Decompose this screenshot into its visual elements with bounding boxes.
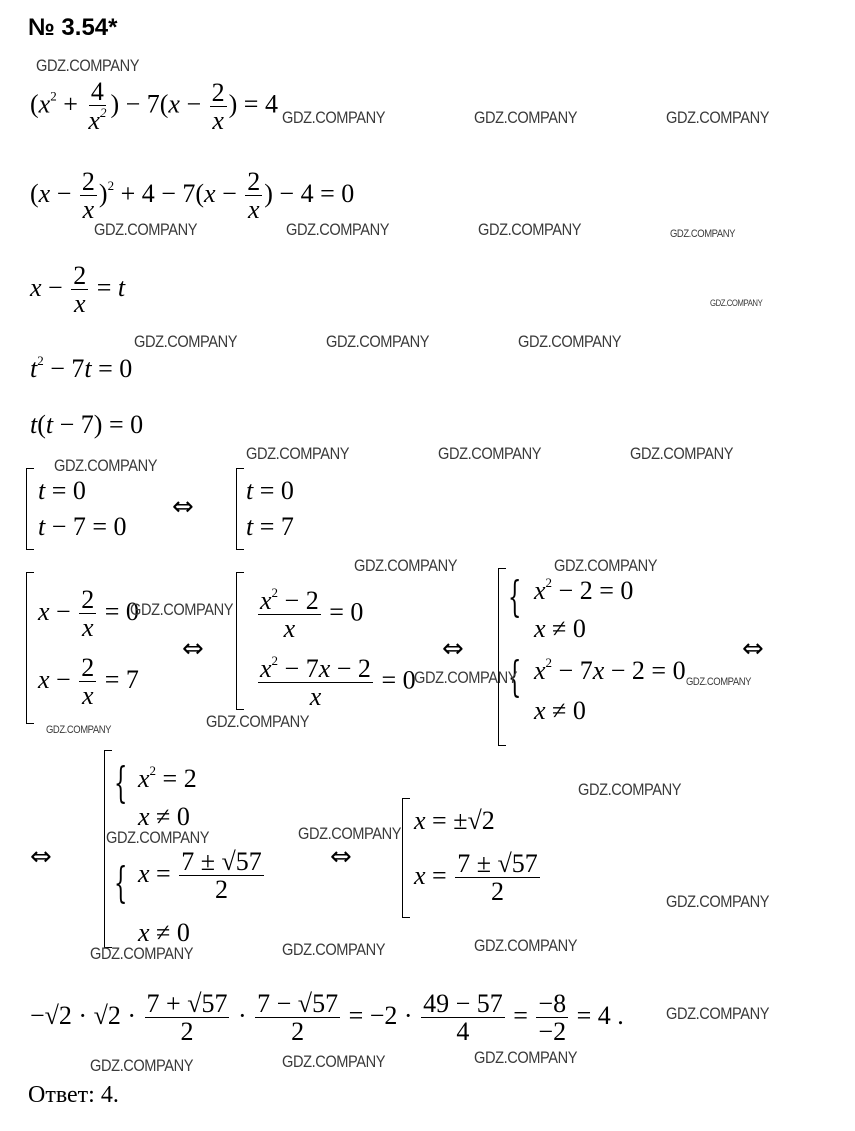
set-item: x − $\frac{2}{x}$ = 0 [38, 585, 139, 643]
system-item: x ≠ 0 [534, 696, 586, 725]
watermark: GDZ.COMPANY [46, 724, 111, 736]
system-brace: { [114, 858, 128, 907]
equivalence-arrow: ⇔ [30, 842, 52, 872]
watermark: GDZ.COMPANY [438, 444, 542, 463]
watermark: GDZ.COMPANY [670, 228, 735, 240]
watermark: GDZ.COMPANY [282, 940, 386, 959]
set-bracket [402, 798, 403, 918]
equation-line-2: (x − $\frac{2}{x}$ )$^2$ + 4 − 7(x − $\frac{2}{x}$ ) − 4 = 0 [30, 167, 355, 225]
set-item: t = 7 [246, 512, 294, 541]
answer-line: Ответ: 4. [28, 1082, 119, 1108]
equation-line-1: ($x^2$ + $\frac{4}{x^2}$ ) − 7(x − $\frac{2}{x}$ ) = 4 [30, 77, 278, 136]
watermark: GDZ.COMPANY [90, 944, 194, 963]
watermark: GDZ.COMPANY [130, 600, 234, 619]
equivalence-arrow: ⇔ [742, 634, 764, 664]
set-item: x − $\frac{2}{x}$ = 7 [38, 653, 139, 711]
watermark: GDZ.COMPANY [666, 892, 770, 911]
set-item: x = $\frac{7 \pm √57}{2}$ [414, 849, 538, 907]
equivalence-arrow: ⇔ [442, 634, 464, 664]
set-item: t = 0 [246, 476, 294, 505]
watermark: GDZ.COMPANY [36, 56, 140, 75]
equation-t-quadratic: $t^2 - 7t = 0$ [30, 353, 133, 383]
set-bracket [236, 572, 237, 710]
watermark: GDZ.COMPANY [106, 828, 210, 847]
watermark: GDZ.COMPANY [326, 332, 430, 351]
watermark: GDZ.COMPANY [134, 332, 238, 351]
equation-t-factored: t(t − 7) = 0 [30, 410, 144, 439]
equivalence-arrow: ⇔ [182, 634, 204, 664]
watermark: GDZ.COMPANY [94, 220, 198, 239]
equivalence-arrow: ⇔ [172, 492, 194, 522]
set-bracket [26, 572, 27, 724]
set-item: x = ±√2 [414, 806, 495, 835]
watermark: GDZ.COMPANY [578, 780, 682, 799]
system-item: $x^2 = 2$ [138, 763, 197, 793]
set-bracket [236, 468, 237, 550]
watermark: GDZ.COMPANY [298, 824, 402, 843]
watermark: GDZ.COMPANY [354, 556, 458, 575]
watermark: GDZ.COMPANY [286, 220, 390, 239]
system-item: x ≠ 0 [138, 918, 190, 947]
system-item: x = $\frac{7 \pm √57}{2}$ [138, 847, 262, 905]
set-item: t − 7 = 0 [38, 512, 127, 541]
watermark: GDZ.COMPANY [414, 668, 518, 687]
watermark: GDZ.COMPANY [474, 936, 578, 955]
watermark: GDZ.COMPANY [666, 108, 770, 127]
watermark: GDZ.COMPANY [282, 108, 386, 127]
watermark: GDZ.COMPANY [282, 1052, 386, 1071]
substitution-line: x − $\frac{2}{x}$ = t [30, 261, 126, 319]
watermark: GDZ.COMPANY [90, 1056, 194, 1075]
watermark: GDZ.COMPANY [474, 108, 578, 127]
watermark: GDZ.COMPANY [554, 556, 658, 575]
set-item: t = 0 [38, 476, 86, 505]
system-brace: { [114, 758, 128, 807]
watermark: GDZ.COMPANY [478, 220, 582, 239]
watermark: GDZ.COMPANY [54, 456, 158, 475]
watermark: GDZ.COMPANY [666, 1004, 770, 1023]
set-item: $\frac{x^2 - 2}{x}$ = 0 [260, 585, 364, 644]
watermark: GDZ.COMPANY [206, 712, 310, 731]
system-item: $x^2 - 2 = 0$ [534, 575, 634, 605]
system-item: x ≠ 0 [534, 614, 586, 643]
system-brace: { [508, 652, 522, 701]
product-line: −√2 · √2 · $\frac{7 + √57}{2}$ · $\frac{7 - √57}{2}$ = −2 · $\frac{49 - 57}{4}$ = $\frac{-8}{-2}$ = 4 . [30, 989, 624, 1047]
watermark: GDZ.COMPANY [246, 444, 350, 463]
system-brace: { [508, 572, 522, 621]
watermark: GDZ.COMPANY [710, 298, 763, 308]
equivalence-arrow: ⇔ [330, 842, 352, 872]
set-bracket [498, 568, 499, 746]
problem-title: № 3.54* [28, 14, 118, 41]
set-bracket [104, 750, 105, 948]
watermark: GDZ.COMPANY [630, 444, 734, 463]
set-item: $\frac{x^2 - 7x - 2}{x}$ = 0 [260, 653, 416, 712]
system-item: x ≠ 0 [138, 802, 190, 831]
set-bracket [26, 468, 27, 550]
system-item: $x^2 - 7x - 2 = 0$ [534, 655, 686, 685]
watermark: GDZ.COMPANY [518, 332, 622, 351]
watermark: GDZ.COMPANY [686, 676, 751, 688]
watermark: GDZ.COMPANY [474, 1048, 578, 1067]
